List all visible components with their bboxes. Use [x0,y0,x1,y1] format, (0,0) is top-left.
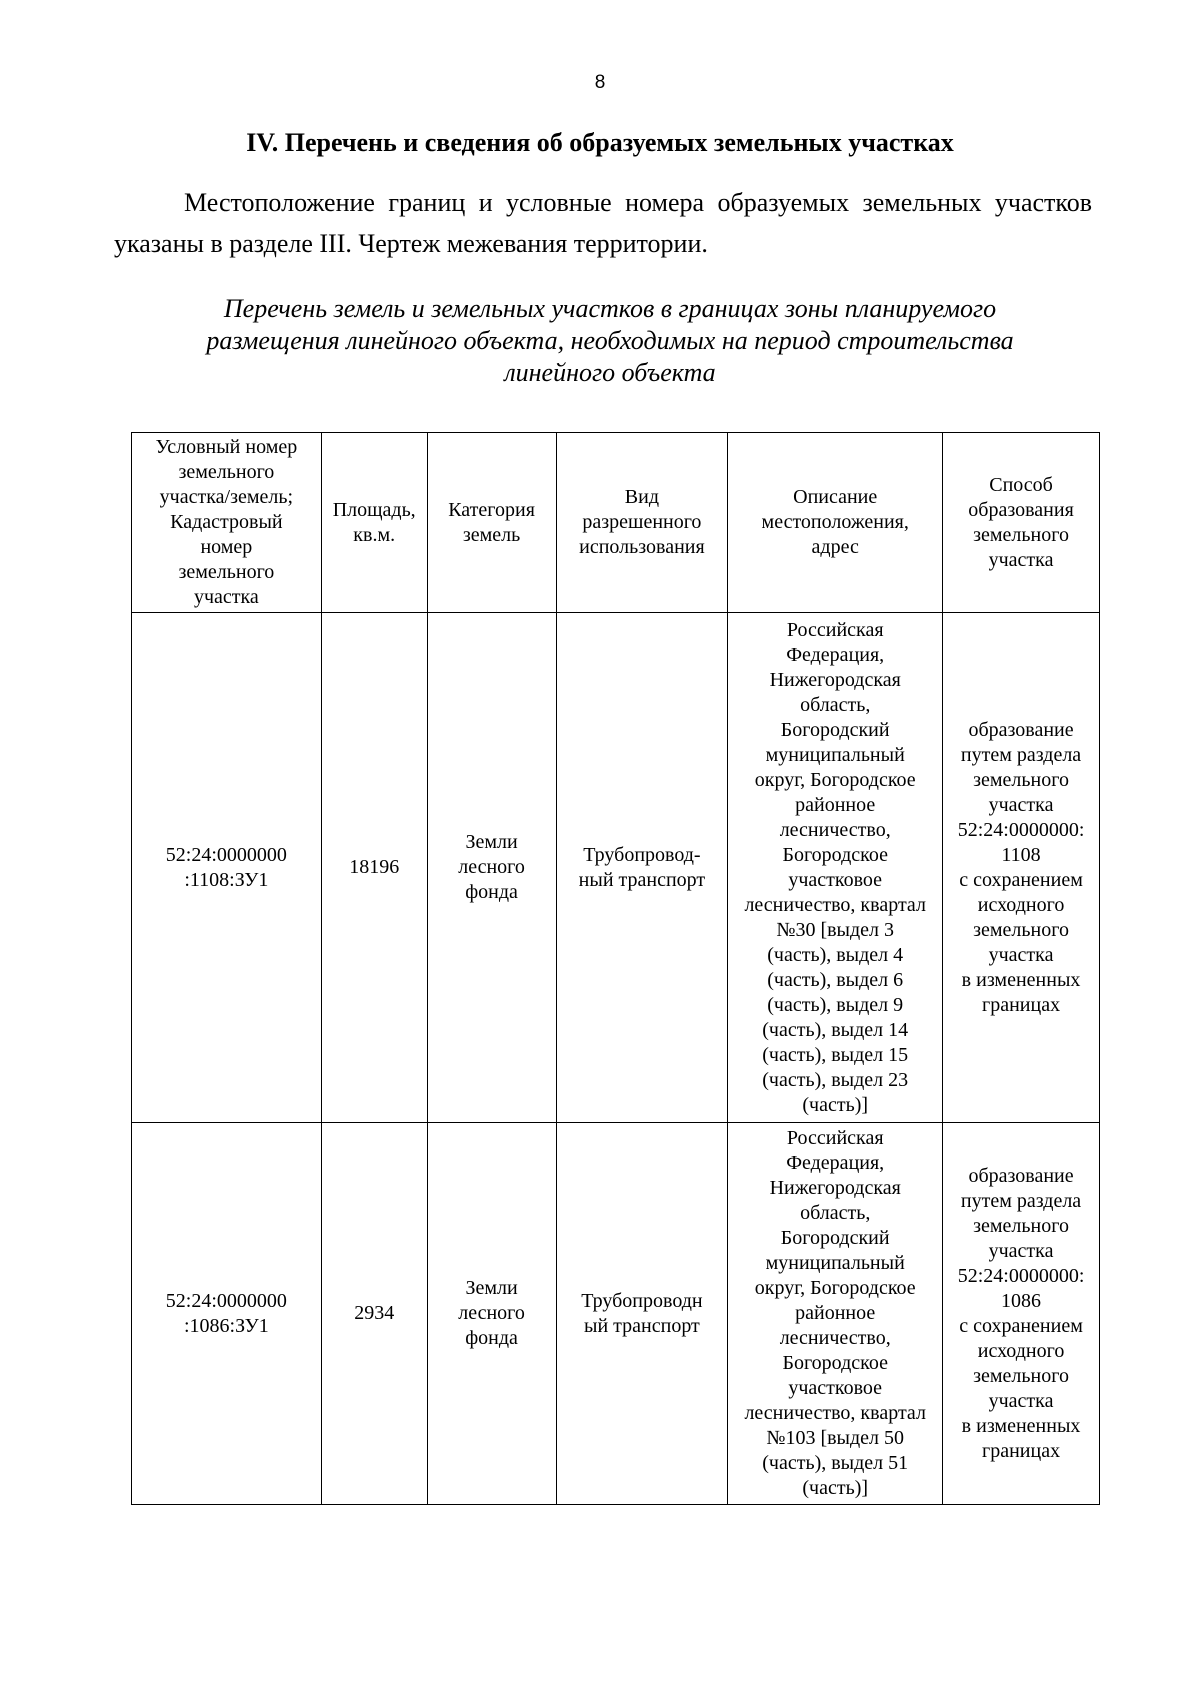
cell-land-category: Земли лесного фонда [427,1123,556,1505]
table-row [132,1123,1100,1505]
page-number: 8 [594,72,606,93]
cell-area: 18196 [321,613,427,1123]
table-caption: Перечень земель и земельных участков в границах зоны планируемого размещения линейного объекта, необходимых на период строительства линейного объекта [206,294,1014,387]
table-header-row [132,433,1100,613]
cell-formation-method: образование путем раздела земельного участка 52:24:0000000: 1108 с сохранением исходного земельного участка в измененных границах [943,613,1100,1123]
cell-parcel-number: 52:24:0000000 :1108:ЗУ1 [132,613,322,1123]
cell-formation-method: образование путем раздела земельного участка 52:24:0000000: 1086 с сохранением исходного земельного участка в измененных границах [943,1123,1100,1505]
cell-area: 2934 [321,1123,427,1505]
header-location: Описание местоположения, адрес [728,433,943,613]
section-title: IV. Перечень и сведения об образуемых земельных участках [246,128,954,157]
cell-permitted-use: Трубопровод- ный транспорт [556,613,728,1123]
land-parcels-table [131,432,1100,1505]
table-row [132,613,1100,1123]
header-parcel-number: Условный номер земельного участка/земель; Кадастровый номер земельного участка [132,433,322,613]
cell-permitted-use: Трубопроводн ый транспорт [556,1123,728,1505]
header-area: Площадь, кв.м. [321,433,427,613]
cell-location: Российская Федерация, Нижегородская область, Богородский муниципальный округ, Богородское районное лесничество, Богородское участковое лесничество, квартал №103 [выдел 50 (часть), выдел 51 (часть)] [728,1123,943,1505]
header-permitted-use: Вид разрешенного использования [556,433,728,613]
cell-location: Российская Федерация, Нижегородская область, Богородский муниципальный округ, Богородское районное лесничество, Богородское участковое лесничество, квартал №30 [выдел 3 (часть), выдел 4 (часть), выдел 6 (часть), выдел 9 (часть), выдел 14 (часть), выдел 15 (часть), выдел 23 (часть)] [728,613,943,1123]
cell-parcel-number: 52:24:0000000 :1086:ЗУ1 [132,1123,322,1505]
header-land-category: Категория земель [427,433,556,613]
intro-paragraph: Местоположение границ и условные номера образуемых земельных участков указаны в разделе III. Чертеж межевания территории. [114,188,1092,258]
header-formation-method: Способ образования земельного участка [943,433,1100,613]
cell-land-category: Земли лесного фонда [427,613,556,1123]
